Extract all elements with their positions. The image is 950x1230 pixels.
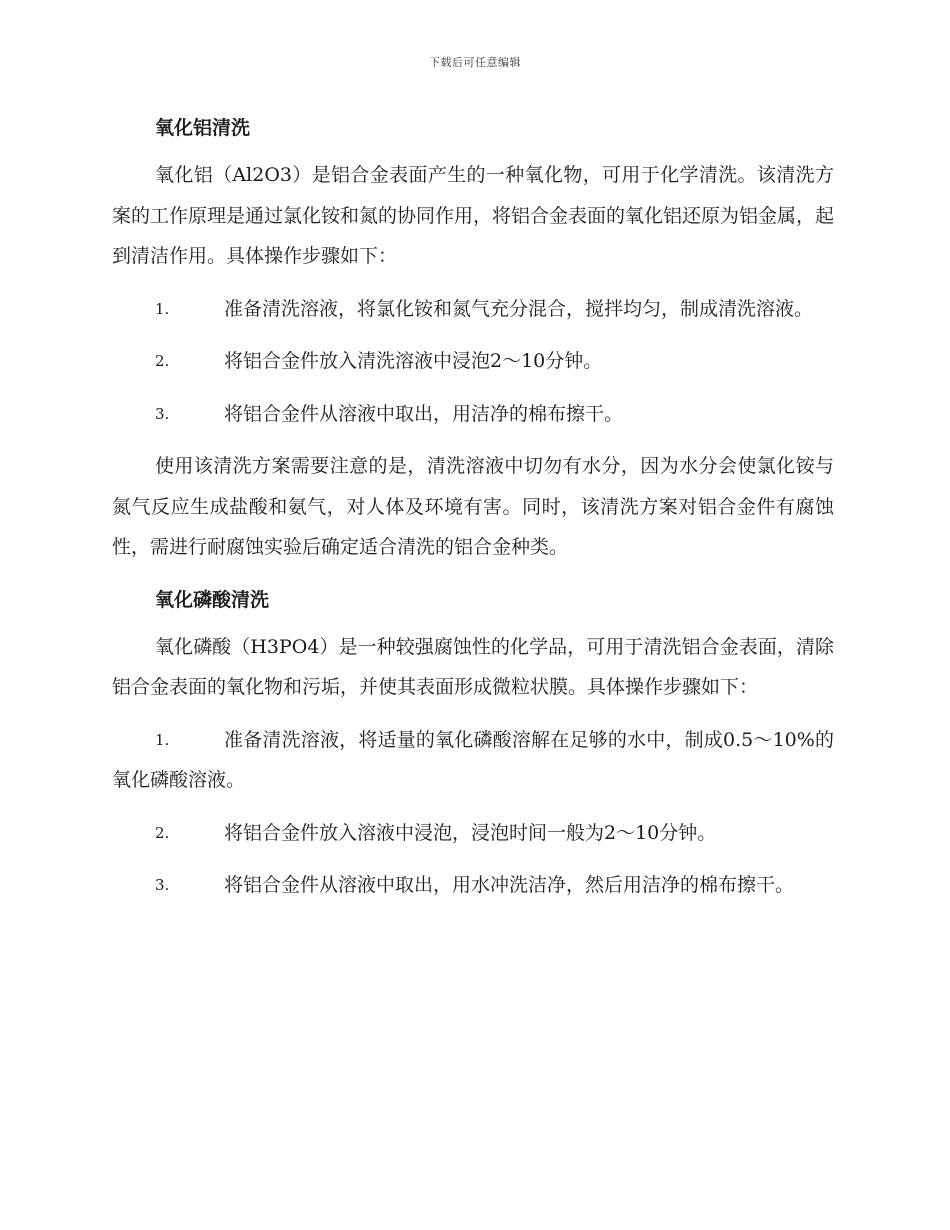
step-item: [112, 394, 834, 435]
section-heading-phosphoric: 氧化磷酸清洗: [155, 588, 270, 611]
step-number: 3.: [155, 404, 170, 423]
section-heading-alumina: 氧化铝清洗: [155, 117, 251, 139]
step-number: 3.: [155, 876, 170, 894]
step-item: [112, 289, 834, 330]
step-number: 1.: [155, 730, 170, 749]
step-text: 将铝合金件放入溶液中浸泡，浸泡时间一般为2～10分钟。: [224, 821, 717, 844]
page-header: 下载后可任意编辑: [429, 56, 521, 69]
step-text: 将铝合金件从溶液中取出，用洁净的棉布擦干。: [224, 402, 624, 425]
step-item: [112, 720, 834, 801]
step-text: 准备清洗溶液，将氯化铵和氮气充分混合，搅拌均匀，制成清洗溶液。: [224, 297, 814, 320]
step-text: 将铝合金件放入清洗溶液中浸泡2～10分钟。: [224, 350, 603, 372]
section-intro-alumina: 氧化铝（Al2O3）是铝合金表面产生的一种氧化物，可用于化学清洗。该清洗方案的工作原理是通过氯化铵和氮的协同作用，将铝合金表面的氧化铝还原为铝金属，起到清洁作用。具体操作步骤如下：: [112, 164, 835, 267]
document-body: [112, 108, 834, 918]
step-number: 2.: [155, 352, 170, 370]
step-text: 将铝合金件从溶液中取出，用水冲洗洁净，然后用洁净的棉布擦干。: [224, 874, 795, 896]
step-text: 准备清洗溶液，将适量的氧化磷酸溶解在足够的水中，制成0.5～10%的氧化磷酸溶液。: [112, 728, 834, 791]
step-number: 2.: [155, 823, 170, 842]
step-item: [112, 813, 834, 854]
step-item: [112, 341, 834, 382]
section-intro-phosphoric: 氧化磷酸（H3PO4）是一种较强腐蚀性的化学品，可用于清洗铝合金表面，清除铝合金表面的氧化物和污垢，并使其表面形成微粒状膜。具体操作步骤如下：: [112, 635, 834, 698]
step-item: [112, 865, 834, 906]
section-note-alumina: 使用该清洗方案需要注意的是，清洗溶液中切勿有水分，因为水分会使氯化铵与氮气反应生成盐酸和氨气，对人体及环境有害。同时，该清洗方案对铝合金件有腐蚀性，需进行耐腐蚀实验后确定适合清洗的铝合金种类。: [112, 455, 834, 558]
step-number: 1.: [155, 299, 170, 318]
